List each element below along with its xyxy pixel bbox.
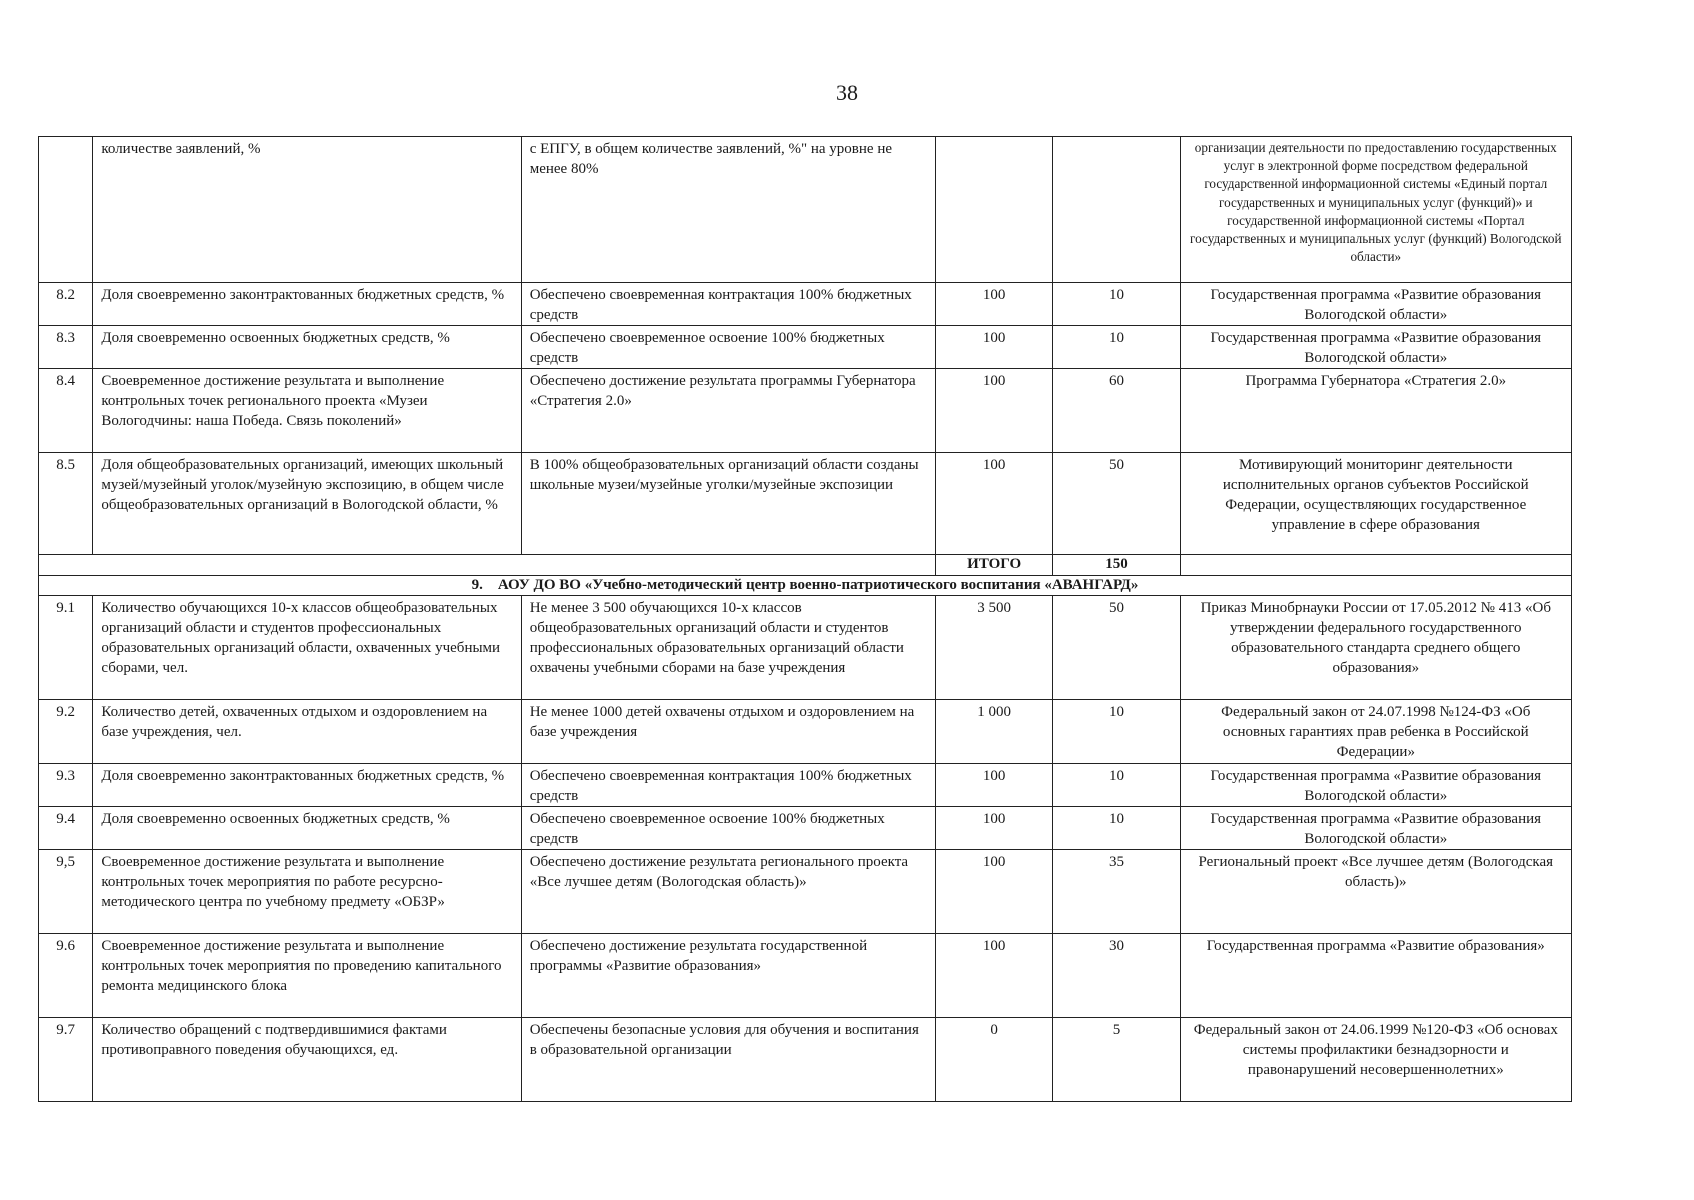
indicator-cell: Своевременное достижение результата и выполнение контрольных точек регионального проекта «Музеи Вологодчины: наша Победа. Связь поколений»: [93, 369, 521, 453]
table-row: [39, 137, 1572, 283]
value-text-cell: В 100% общеобразовательных организаций области созданы школьные музеи/музейные уголки/музейные экспозиции: [521, 453, 935, 555]
row-number: 9.3: [39, 764, 93, 807]
value-text-cell: Обеспечено своевременное освоение 100% бюджетных средств: [521, 807, 935, 850]
section-title: [39, 576, 1572, 596]
row-number: 9.1: [39, 596, 93, 700]
weight-cell: 50: [1053, 453, 1180, 555]
source-cell: Государственная программа «Развитие образования»: [1180, 934, 1571, 1018]
table-row: [39, 807, 1572, 850]
table-row: [39, 283, 1572, 326]
weight-cell: 10: [1053, 326, 1180, 369]
weight-cell: 10: [1053, 807, 1180, 850]
source-cell: Федеральный закон от 24.07.1998 №124-ФЗ «Об основных гарантиях прав ребенка в Российской Федерации»: [1180, 700, 1571, 764]
indicator-cell: Доля своевременно законтрактованных бюджетных средств, %: [93, 283, 521, 326]
indicator-cell: Доля своевременно освоенных бюджетных средств, %: [93, 326, 521, 369]
target-cell: 100: [935, 764, 1052, 807]
indicator-cell: Своевременное достижение результата и выполнение контрольных точек мероприятия по проведению капитального ремонта медицинского блока: [93, 934, 521, 1018]
value-text-cell: Обеспечено своевременная контрактация 100% бюджетных средств: [521, 764, 935, 807]
value-text-cell: Обеспечено достижение результата государственной программы «Развитие образования»: [521, 934, 935, 1018]
indicator-cell: Доля своевременно освоенных бюджетных средств, %: [93, 807, 521, 850]
source-cell: Региональный проект «Все лучшее детям (Вологодская область)»: [1180, 850, 1571, 934]
weight-cell: [1053, 137, 1180, 283]
page-number: 38: [836, 80, 858, 105]
source-cell: Федеральный закон от 24.06.1999 №120-ФЗ «Об основах системы профилактики безнадзорности и правонарушений несовершеннолетних»: [1180, 1018, 1571, 1102]
row-number: 8.3: [39, 326, 93, 369]
weight-cell: 30: [1053, 934, 1180, 1018]
weight-cell: 35: [1053, 850, 1180, 934]
indicator-cell: Доля общеобразовательных организаций, имеющих школьный музей/музейный уголок/музейную экспозицию, в общем числе общеобразовательных организаций в Вологодской области, %: [93, 453, 521, 555]
target-cell: 100: [935, 283, 1052, 326]
target-cell: 100: [935, 369, 1052, 453]
table-row: [39, 369, 1572, 453]
source-cell: Мотивирующий мониторинг деятельности исполнительных органов субъектов Российской Федерации, осуществляющих государственное управление в сфере образования: [1180, 453, 1571, 555]
section-number: 9.: [471, 577, 483, 593]
source-cell: организации деятельности по предоставлению государственных услуг в электронной форме посредством федеральной государственной информационной системы «Единый портал государственных и муниципальных услуг (функций)» и государственной информационной системы «Портал государственных и муниципальных услуг (функций) Вологодской области»: [1180, 137, 1571, 283]
indicator-cell: Количество детей, охваченных отдыхом и оздоровлением на базе учреждения, чел.: [93, 700, 521, 764]
total-row: [39, 555, 1572, 576]
weight-cell: 60: [1053, 369, 1180, 453]
weight-cell: 10: [1053, 700, 1180, 764]
weight-cell: 50: [1053, 596, 1180, 700]
table-row: [39, 596, 1572, 700]
value-text-cell: Обеспечено своевременное освоение 100% бюджетных средств: [521, 326, 935, 369]
section-title-text: АОУ ДО ВО «Учебно-методический центр военно-патриотического воспитания «АВАНГАРД»: [497, 577, 1139, 593]
indicator-cell: Своевременное достижение результата и выполнение контрольных точек мероприятия по работе ресурсно-методического центра по учебному предмету «ОБЗР»: [93, 850, 521, 934]
value-text-cell: Обеспечены безопасные условия для обучения и воспитания в образовательной организации: [521, 1018, 935, 1102]
row-number: 8.5: [39, 453, 93, 555]
row-number: 9.2: [39, 700, 93, 764]
row-number: 8.4: [39, 369, 93, 453]
value-text-cell: Обеспечено достижение результата программы Губернатора «Стратегия 2.0»: [521, 369, 935, 453]
total-empty-cell: [1180, 555, 1571, 576]
target-cell: 100: [935, 934, 1052, 1018]
table-row: [39, 934, 1572, 1018]
table-row: [39, 700, 1572, 764]
weight-cell: 5: [1053, 1018, 1180, 1102]
source-cell: Государственная программа «Развитие образования Вологодской области»: [1180, 326, 1571, 369]
total-label: ИТОГО: [935, 555, 1052, 576]
table-row: [39, 453, 1572, 555]
table-row: [39, 326, 1572, 369]
value-text-cell: Обеспечено своевременная контрактация 100% бюджетных средств: [521, 283, 935, 326]
source-cell: Программа Губернатора «Стратегия 2.0»: [1180, 369, 1571, 453]
target-cell: 100: [935, 326, 1052, 369]
source-cell: Государственная программа «Развитие образования Вологодской области»: [1180, 283, 1571, 326]
table-row: [39, 850, 1572, 934]
source-cell: Государственная программа «Развитие образования Вологодской области»: [1180, 764, 1571, 807]
table-row: [39, 1018, 1572, 1102]
section-header-row: [39, 576, 1572, 596]
target-cell: [935, 137, 1052, 283]
total-blank-cell: [39, 555, 936, 576]
row-number: 9.4: [39, 807, 93, 850]
value-text-cell: Обеспечено достижение результата регионального проекта «Все лучшее детям (Вологодская область)»: [521, 850, 935, 934]
row-number: 9.6: [39, 934, 93, 1018]
target-cell: 1 000: [935, 700, 1052, 764]
row-number: [39, 137, 93, 283]
value-text-cell: Не менее 1000 детей охвачены отдыхом и оздоровлением на базе учреждения: [521, 700, 935, 764]
target-cell: 100: [935, 453, 1052, 555]
value-text-cell: Не менее 3 500 обучающихся 10-х классов общеобразовательных организаций области и студентов профессиональных образовательных организаций области охвачены учебными сборами на базе учреждения: [521, 596, 935, 700]
indicator-cell: Количество обучающихся 10-х классов общеобразовательных организаций области и студентов профессиональных образовательных организаций области, охваченных учебными сборами, чел.: [93, 596, 521, 700]
target-cell: 0: [935, 1018, 1052, 1102]
target-cell: 100: [935, 850, 1052, 934]
target-cell: 100: [935, 807, 1052, 850]
row-number: 9,5: [39, 850, 93, 934]
indicator-cell: Количество обращений с подтвердившимися фактами противоправного поведения обучающихся, ед.: [93, 1018, 521, 1102]
row-number: 8.2: [39, 283, 93, 326]
row-number: 9.7: [39, 1018, 93, 1102]
indicator-cell: количестве заявлений, %: [93, 137, 521, 283]
target-cell: 3 500: [935, 596, 1052, 700]
weight-cell: 10: [1053, 764, 1180, 807]
value-text-cell: с ЕПГУ, в общем количестве заявлений, %" на уровне не менее 80%: [521, 137, 935, 283]
weight-cell: 10: [1053, 283, 1180, 326]
indicator-cell: Доля своевременно законтрактованных бюджетных средств, %: [93, 764, 521, 807]
source-cell: Приказ Минобрнауки России от 17.05.2012 № 413 «Об утверждении федерального государственного образовательного стандарта среднего общего образования»: [1180, 596, 1571, 700]
total-value: 150: [1053, 555, 1180, 576]
table-row: [39, 764, 1572, 807]
indicators-table: [38, 136, 1572, 1102]
source-cell: Государственная программа «Развитие образования Вологодской области»: [1180, 807, 1571, 850]
